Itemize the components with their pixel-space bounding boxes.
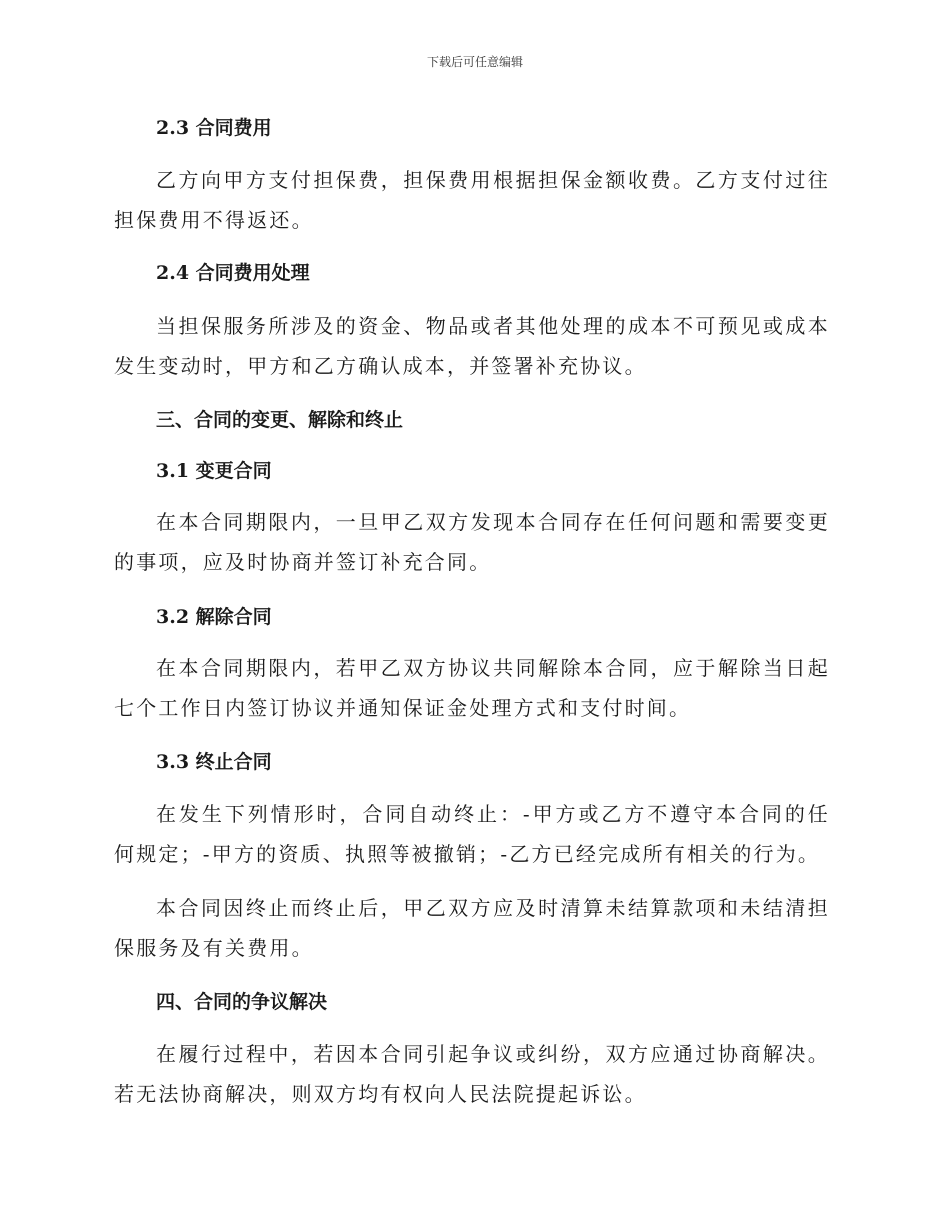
heading-2-3: 2.3 合同费用 xyxy=(156,117,272,139)
paragraph-2-4: 当担保服务所涉及的资金、物品或者其他处理的成本不可预见或成本发生变动时，甲方和乙方确认成本，并签署补充协议。 xyxy=(114,314,830,378)
heading-3-3: 3.3 终止合同 xyxy=(156,751,272,773)
paragraph-3-3: 在发生下列情形时，合同自动终止：-甲方或乙方不遵守本合同的任何规定；-甲方的资质、执照等被撤销；-乙方已经完成所有相关的行为。 xyxy=(114,802,830,866)
heading-section-4: 四、合同的争议解决 xyxy=(156,991,328,1013)
heading-2-4: 2.4 合同费用处理 xyxy=(156,262,310,284)
paragraph-3-2: 在本合同期限内，若甲乙双方协议共同解除本合同，应于解除当日起七个工作日内签订协议并通知保证金处理方式和支付时间。 xyxy=(114,656,830,720)
heading-3-2: 3.2 解除合同 xyxy=(156,606,272,628)
paragraph-3-1: 在本合同期限内，一旦甲乙双方发现本合同存在任何问题和需要变更的事项，应及时协商并签订补充合同。 xyxy=(114,510,830,574)
heading-section-3: 三、合同的变更、解除和终止 xyxy=(156,409,404,431)
header-note: 下载后可任意编辑 xyxy=(426,55,523,69)
paragraph-2-3: 乙方向甲方支付担保费，担保费用根据担保金额收费。乙方支付过往担保费用不得返还。 xyxy=(114,168,830,232)
heading-3-1: 3.1 变更合同 xyxy=(156,460,272,482)
paragraph-3-3-b: 本合同因终止而终止后，甲乙双方应及时清算未结算款项和未结清担保服务及有关费用。 xyxy=(114,896,830,960)
paragraph-section-4: 在履行过程中，若因本合同引起争议或纠纷，双方应通过协商解决。若无法协商解决，则双方均有权向人民法院提起诉讼。 xyxy=(114,1042,830,1106)
